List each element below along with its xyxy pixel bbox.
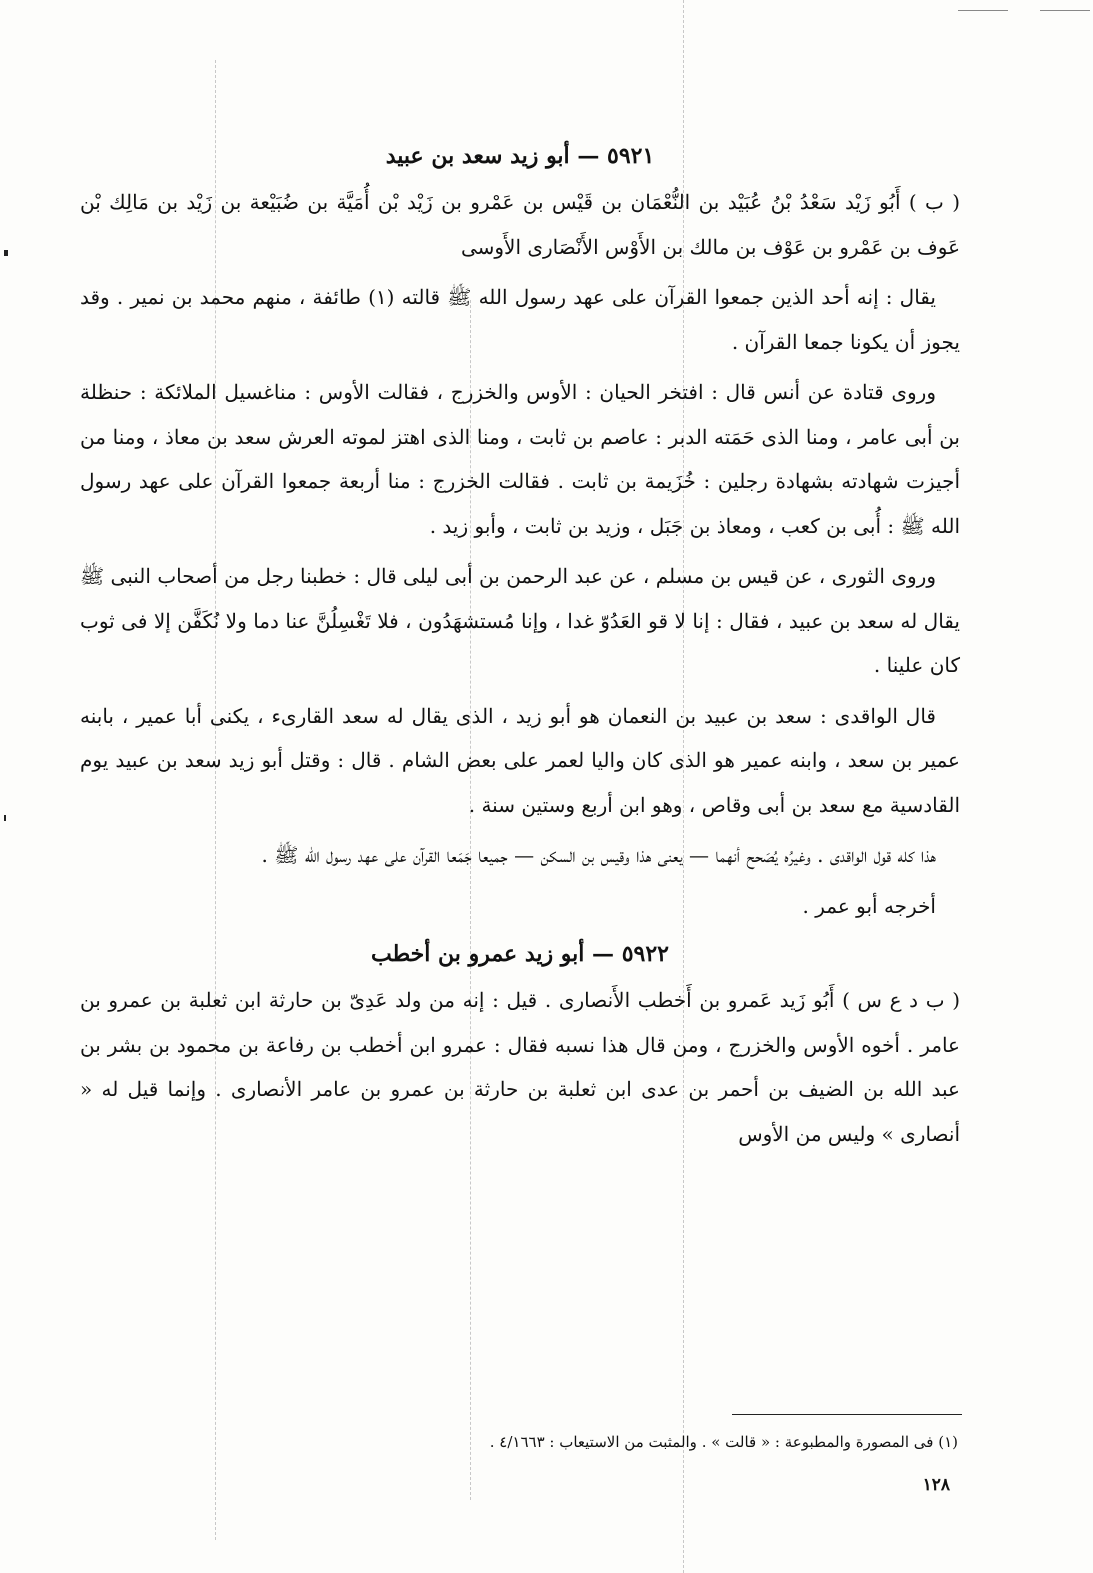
scan-artifact-rule [958,10,1008,11]
entry-title: ٥٩٢١ — أبو زيد سعد بن عبيد [385,143,655,169]
entry-paragraph: ( ب ) أَبُو زَيْد سَعْدُ بْنُ عُبَيْد بن النُّعْمَان بن قَيْس بن عَمْرو بن زَيْد بْن أُمَيَّة بن ضُبَيْعة بن زَيْد بن مَالِك بْن عَوف بن عَمْرو بن عَوْف بن مالك بن الأَوْس الأَنْصَارى الأَوسى [80,190,960,259]
footnote-divider [732,1414,962,1415]
entry-paragraph: يقال : إنه أحد الذين جمعوا القرآن على عهد رسول الله ﷺ قالته (١) طائفة ، منهم محمد بن نمير . وقد يجوز أن يكونا جمعا القرآن . [80,285,960,354]
entry-paragraph: قال الواقدى : سعد بن عبيد بن النعمان هو أبو زيد ، الذى يقال له سعد القارىء ، يكنى أبا عمير ، بابنه عمير بن سعد ، وابنه عمير هو الذى كان واليا لعمر على بعض الشام . قال : وقتل أبو زيد سعد بن عبيد يوم القادسية مع سعد بن أبى وقاص ، وهو ابن أربع وستين سنة . [80,703,960,817]
scan-artifact-mark [4,250,8,256]
article-body [80,130,960,1162]
entry-title: ٥٩٢٢ — أبو زيد عمرو بن أخطب [371,941,669,967]
entry-paragraph: هذا كله قول الواقدى . وغيرُه يُصَحح أنهما — يعنى هذا وقيس بن السكن — جميعا جَمَعا القرآن على عهد رسول الله ﷺ . [261,843,936,867]
scan-artifact-rule [1040,10,1090,11]
footnote: (١) فى المصورة والمطبوعة : « قالت » . والمثبت من الاستيعاب : ٤/١٦٦٣ . [489,1433,958,1451]
page-number: ١٢٨ [922,1475,950,1495]
entry-paragraph: وروى الثورى ، عن قيس بن مسلم ، عن عبد الرحمن بن أبى ليلى قال : خطبنا رجل من أصحاب النبى ﷺ يقال له سعد بن عبيد ، فقال : إنا لا قو العَدُوّ غدا ، وإنا مُستشهَدُون ، فلا تَغْسِلُنَّ عنا دما ولا نُكَفَّن إلا فى ثوب كان علينا . [80,564,960,677]
entry-paragraph: ( ب د ع س ) أَبُو زَيد عَمرو بن أَخطب الأَنصارى . قيل : إنه من ولد عَدِىّ بن حارثة ابن ثعلبة بن عمرو بن عامر . أخوه الأوس والخزرج ، ومن قال هذا نسبه فقال : عمرو ابن أخطب بن رفاعة بن محمود بن بشر بن عبد الله بن الضيف بن أحمر بن عدى ابن ثعلبة بن حارثة بن عمرو بن عامر الأنصارى . وإنما قيل له « أنصارى » وليس من الأوس [80,988,960,1146]
entry-paragraph: وروى قتادة عن أنس قال : افتخر الحيان : الأوس والخزرج ، فقالت الأوس : مناغسيل الملائكة : حنظلة بن أبى عامر ، ومنا الذى حَمَته الدبر : عاصم بن ثابت ، ومنا الذى اهتز لموته العرش سعد بن معاذ ، ومنا من أجيزت شهادته بشهادة رجلين : خُزَيمة بن ثابت . فقالت الخزرج : منا أربعة جمعوا القرآن على عهد رسول الله ﷺ : أُبى بن كعب ، ومعاذ بن جَبَل ، وزيد بن ثابت ، وأبو زيد . [80,380,960,538]
scan-artifact-mark [4,815,6,821]
entry-paragraph: أخرجه أبو عمر . [802,893,936,918]
